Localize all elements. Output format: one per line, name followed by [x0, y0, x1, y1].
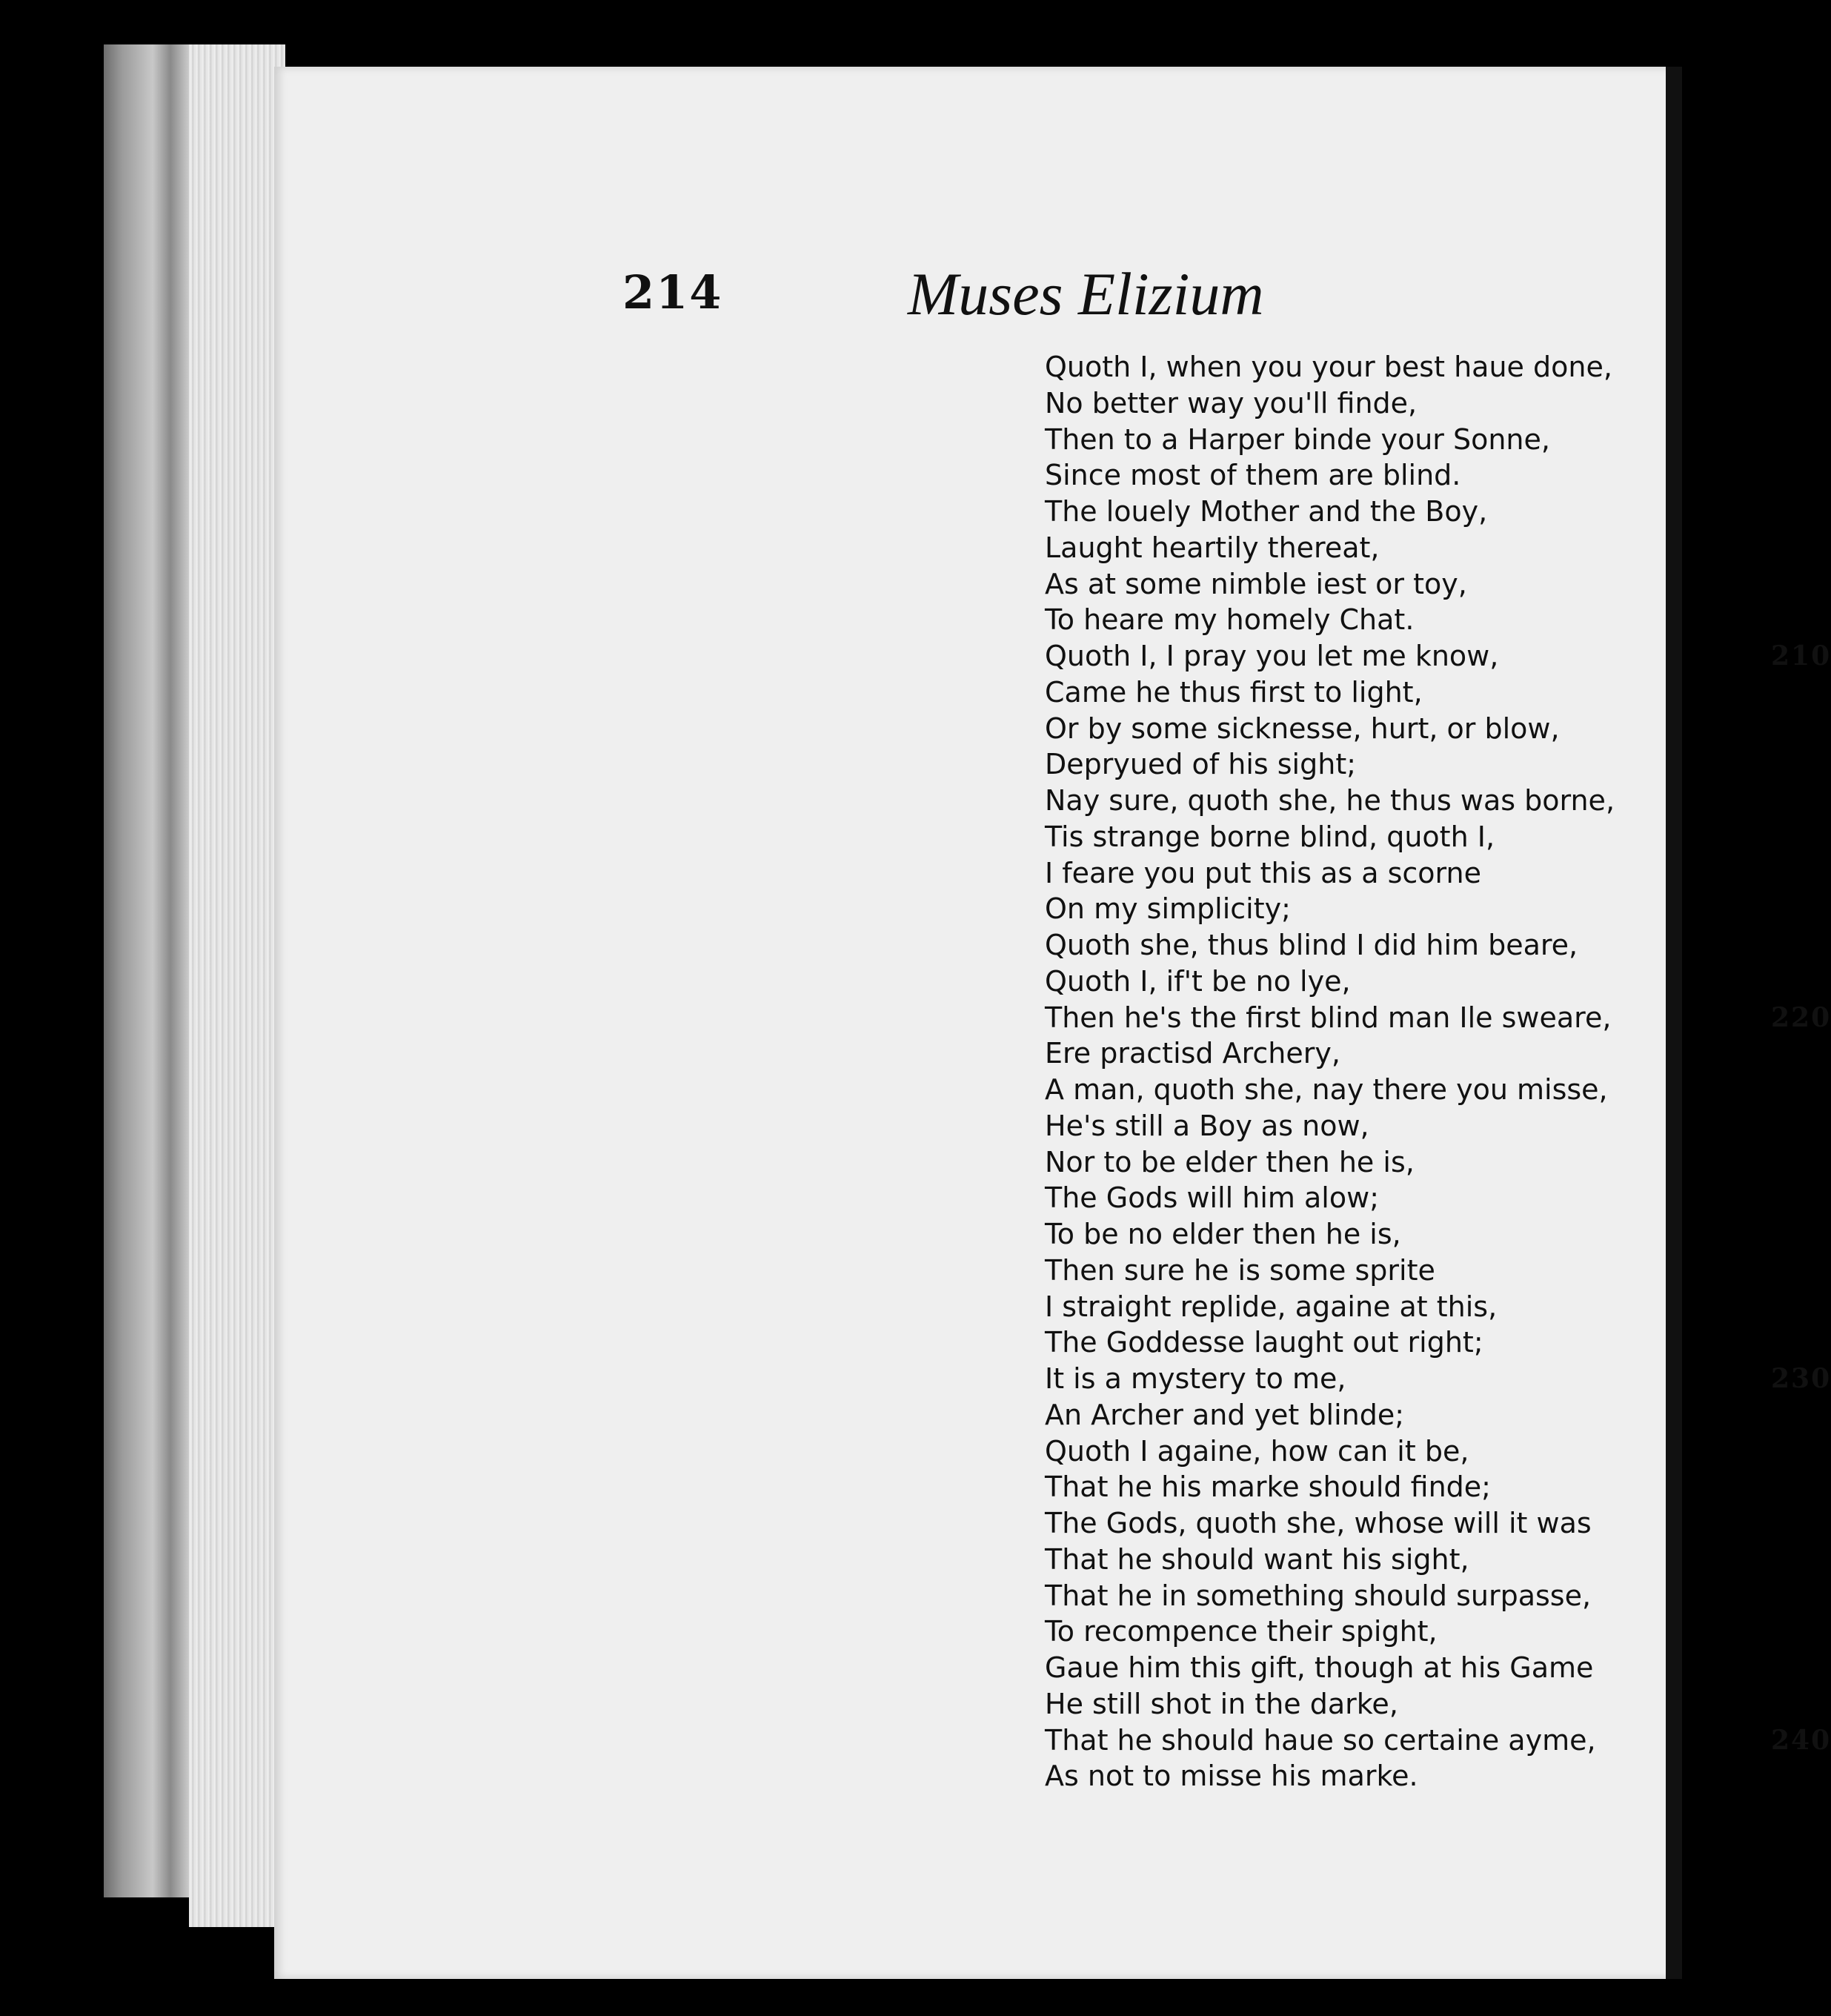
line-number: 240	[1771, 1724, 1831, 1756]
poem-line-text: I feare you put this as a scorne	[1045, 856, 1481, 889]
poem-line-text: The Gods, quoth she, whose will it was	[1045, 1507, 1592, 1539]
poem-line-text: It is a mystery to me,	[1045, 1362, 1346, 1395]
poem-line-text: Or by some sicknesse, hurt, or blow,	[1045, 712, 1560, 745]
poem-line-text: Quoth I, if't be no lye,	[1045, 964, 1351, 998]
poem-line-text: Quoth I, when you your best haue done,	[1045, 351, 1612, 383]
page-header	[274, 260, 1682, 347]
poem-line-text: Then he's the first blind man Ile sweare,	[1045, 1001, 1612, 1034]
poem-line-text: Gaue him this gift, though at his Game	[1045, 1651, 1594, 1684]
poem-line-text: As at some nimble iest or toy,	[1045, 567, 1467, 600]
poem-line-text: Depryued of his sight;	[1045, 748, 1357, 781]
page-gutter-shadow	[1666, 67, 1682, 1979]
poem-line-text: Then sure he is some sprite	[1045, 1253, 1435, 1287]
book-page	[274, 67, 1831, 1979]
poem-line-text: As not to misse his marke.	[1045, 1760, 1418, 1793]
poem-line-text: That he should want his sight,	[1045, 1542, 1469, 1576]
poem-line-text: Ere practisd Archery,	[1045, 1037, 1340, 1070]
poem-line-text: On my simplicity;	[1045, 892, 1291, 926]
poem-line-text: Quoth I, I pray you let me know,	[1045, 640, 1499, 672]
poem-line-text: Laught heartily thereat,	[1045, 531, 1380, 564]
poem-line-text: He still shot in the darke,	[1045, 1687, 1398, 1720]
poem-line-text: An Archer and yet blinde;	[1045, 1398, 1405, 1431]
poem-line-text: That he his marke should finde;	[1045, 1470, 1491, 1504]
poem-line-text: The louely Mother and the Boy,	[1045, 495, 1488, 528]
poem-line-text: Then to a Harper binde your Sonne,	[1045, 422, 1550, 456]
poem-line-text: That he in something should surpasse,	[1045, 1579, 1592, 1612]
line-number: 210	[1771, 640, 1831, 672]
poem-line-text: I straight replide, againe at this,	[1045, 1290, 1498, 1323]
poem-line-text: To be no elder then he is,	[1045, 1218, 1401, 1250]
poem-line-text: Quoth I againe, how can it be,	[1045, 1434, 1469, 1468]
poem-line-text: No better way you'll finde,	[1045, 386, 1418, 420]
page-number: 214	[622, 265, 723, 319]
running-title: Muses Elizium	[908, 260, 1264, 328]
poem-line-text: Nay sure, quoth she, he thus was borne,	[1045, 784, 1615, 817]
poem-line-text: That he should haue so certaine ayme,	[1045, 1723, 1596, 1757]
poem-line-text: The Goddesse laught out right;	[1045, 1326, 1483, 1359]
poem-line-text: Tis strange borne blind, quoth I,	[1045, 820, 1495, 853]
line-number: 230	[1771, 1363, 1831, 1394]
line-number: 220	[1771, 1001, 1831, 1033]
poem-line-text: Nor to be elder then he is,	[1045, 1145, 1415, 1178]
poem-line-text: The Gods will him alow;	[1045, 1181, 1379, 1215]
poem-line-text: Since most of them are blind.	[1045, 459, 1461, 492]
poem-line-text: He's still a Boy as now,	[1045, 1109, 1369, 1142]
book-binding-edge	[104, 44, 193, 1897]
poem-line-text: A man, quoth she, nay there you misse,	[1045, 1073, 1608, 1106]
poem-line-text: Quoth she, thus blind I did him beare,	[1045, 929, 1578, 961]
poem-line-text: To recompence their spight,	[1045, 1615, 1438, 1648]
poem-line-text: To heare my homely Chat.	[1045, 603, 1415, 637]
page-stack-edge	[189, 44, 285, 1927]
poem-line-text: Came he thus first to light,	[1045, 675, 1423, 709]
